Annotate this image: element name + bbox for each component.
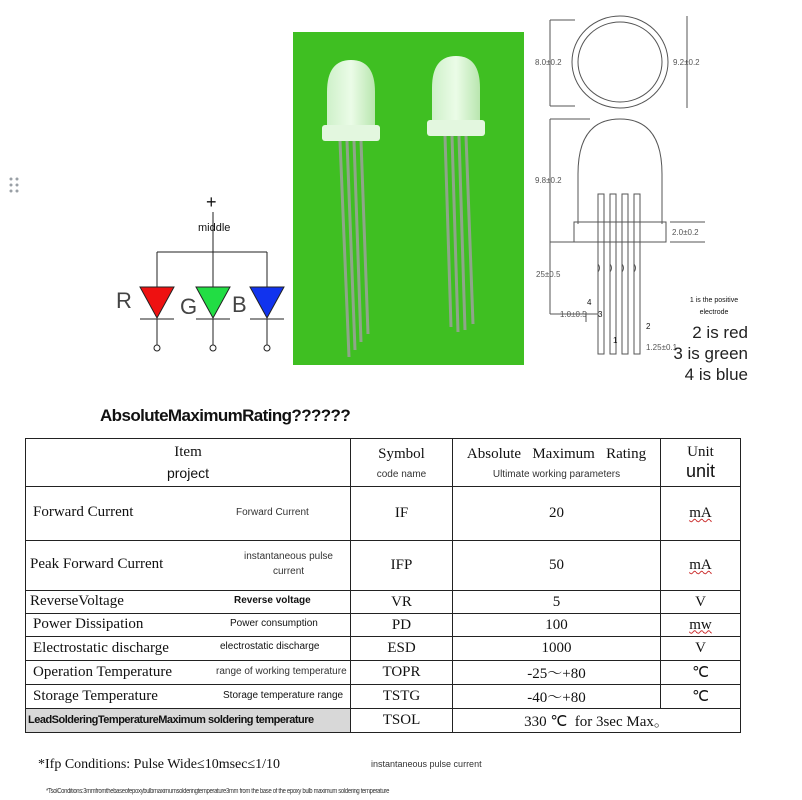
pin-2-label: 2 — [646, 322, 651, 331]
row-item-label: Operation Temperature — [33, 664, 173, 680]
row-item-note: instantaneous pulse current — [244, 551, 333, 577]
row-unit: mA — [661, 541, 741, 591]
led-left — [322, 60, 380, 357]
electrode-note-line1: 1 is the positive — [689, 297, 739, 304]
table-row — [26, 661, 741, 685]
row-item-note: Storage temperature range — [223, 690, 344, 701]
row-item-note: electrostatic discharge — [220, 641, 320, 652]
b-label: B — [232, 292, 247, 317]
row-symbol: IFP — [351, 541, 453, 591]
g-label: G — [180, 294, 198, 319]
row-item-label: Forward Current — [33, 504, 134, 520]
row-item — [26, 541, 351, 591]
drag-handle-icon[interactable] — [8, 176, 20, 194]
footnote-tsol-text: *TsolConditions:3mmfromthebaseofepoxybulbmaximumsolderingtemperature3mm from the base of the epoxy bulb maximum soldering temperature — [46, 788, 390, 795]
row-item — [26, 709, 351, 733]
footnote-ifp: *Ifp Conditions: Pulse Wide≤10msec≤1/10 — [38, 757, 281, 772]
row-rating: 100 — [453, 614, 661, 637]
pin-1-label: 1 — [613, 336, 618, 345]
table-header-row — [26, 439, 741, 487]
dim-label-1: 8.0±0.2 — [535, 58, 562, 67]
row-item-label: ReverseVoltage — [30, 593, 124, 609]
row-unit: mw — [661, 614, 741, 637]
pin-4-label: 4 — [587, 298, 592, 307]
dim-label-6: 1.0±0.5 — [560, 310, 587, 319]
table-row — [26, 541, 741, 591]
row-item-note: Power consumption — [230, 618, 318, 629]
electrode-note — [680, 295, 748, 319]
led-photo — [293, 32, 524, 365]
header-item-label: Item — [174, 444, 202, 460]
row-item — [26, 637, 351, 661]
row-unit: V — [661, 637, 741, 661]
row-symbol: IF — [351, 487, 453, 541]
row-rating: 1000 — [453, 637, 661, 661]
row-item-label: LeadSolderingTemperatureMaximum soldering temperature — [28, 714, 314, 726]
table-row — [26, 614, 741, 637]
row-rating: 330 ℃ for 3sec Max。 — [453, 709, 741, 733]
row-symbol: VR — [351, 591, 453, 614]
table-row — [26, 685, 741, 709]
r-label: R — [116, 288, 132, 313]
header-item — [26, 439, 351, 487]
footnote-ifp-note: instantaneous pulse current — [371, 759, 482, 769]
header-symbol-sub: code name — [376, 468, 427, 480]
row-unit: mA — [661, 487, 741, 541]
dim-label-4: 2.0±0.2 — [672, 228, 699, 237]
dim-label-5: 25±0.5 — [536, 270, 561, 279]
dim-label-2: 9.2±0.2 — [673, 58, 700, 67]
row-item-note: range of working temperature — [216, 666, 347, 677]
row-symbol: TSTG — [351, 685, 453, 709]
electrode-list — [664, 322, 748, 385]
row-item — [26, 487, 351, 541]
row-item-note: Reverse voltage — [234, 595, 311, 606]
row-unit: ℃ — [661, 685, 741, 709]
row-rating: 5 — [453, 591, 661, 614]
header-rating — [453, 439, 661, 487]
red-led-symbol — [140, 287, 174, 318]
row-item — [26, 661, 351, 685]
led-right — [427, 56, 485, 332]
row-item-label: Storage Temperature — [33, 688, 158, 704]
row-rating: -25～+80 — [453, 661, 661, 685]
table-row — [26, 487, 741, 541]
header-unit — [661, 439, 741, 487]
electrode-blue: 4 is blue — [684, 365, 748, 384]
green-led-symbol — [196, 287, 230, 318]
row-item-label: Peak Forward Current — [30, 556, 164, 572]
table-row — [26, 637, 741, 661]
row-rating: 20 — [453, 487, 661, 541]
header-unit-sub: unit — [685, 460, 716, 481]
row-item-note: Forward Current — [236, 507, 309, 518]
row-symbol: ESD — [351, 637, 453, 661]
row-rating: -40～+80 — [453, 685, 661, 709]
row-symbol: TOPR — [351, 661, 453, 685]
middle-label: middle — [198, 222, 231, 234]
section-title: AbsoluteMaximumRating?????? — [100, 406, 351, 425]
row-unit: V — [661, 591, 741, 614]
row-item — [26, 614, 351, 637]
dim-label-7: 1.25±0.1 — [646, 343, 678, 352]
dim-label-3: 9.8±0.2 — [535, 176, 562, 185]
blue-led-symbol — [250, 287, 284, 318]
footnote-tsol — [46, 780, 606, 798]
header-symbol — [351, 439, 453, 487]
table-row — [26, 709, 741, 733]
header-rating-sub: Ultimate working parameters — [492, 468, 621, 480]
row-item — [26, 685, 351, 709]
electrode-red: 2 is red — [692, 323, 748, 342]
electrode-note-line2: electrode — [699, 309, 729, 316]
row-item-label: Electrostatic discharge — [33, 640, 169, 656]
row-item — [26, 591, 351, 614]
absolute-maximum-rating-table — [25, 438, 741, 733]
row-symbol: PD — [351, 614, 453, 637]
rgb-schematic — [110, 190, 300, 360]
table-row — [26, 591, 741, 614]
header-item-sub: project — [166, 465, 210, 481]
pin-3-label: 3 — [598, 310, 603, 319]
header-rating-label: Absolute Maximum Rating — [466, 445, 647, 462]
row-unit: ℃ — [661, 661, 741, 685]
row-rating: 50 — [453, 541, 661, 591]
header-symbol-label: Symbol — [378, 445, 425, 462]
plus-sign: + — [206, 192, 217, 212]
electrode-green: 3 is green — [673, 344, 748, 363]
row-item-label: Power Dissipation — [33, 616, 144, 632]
header-unit-label: Unit — [687, 443, 714, 460]
row-symbol: TSOL — [351, 709, 453, 733]
